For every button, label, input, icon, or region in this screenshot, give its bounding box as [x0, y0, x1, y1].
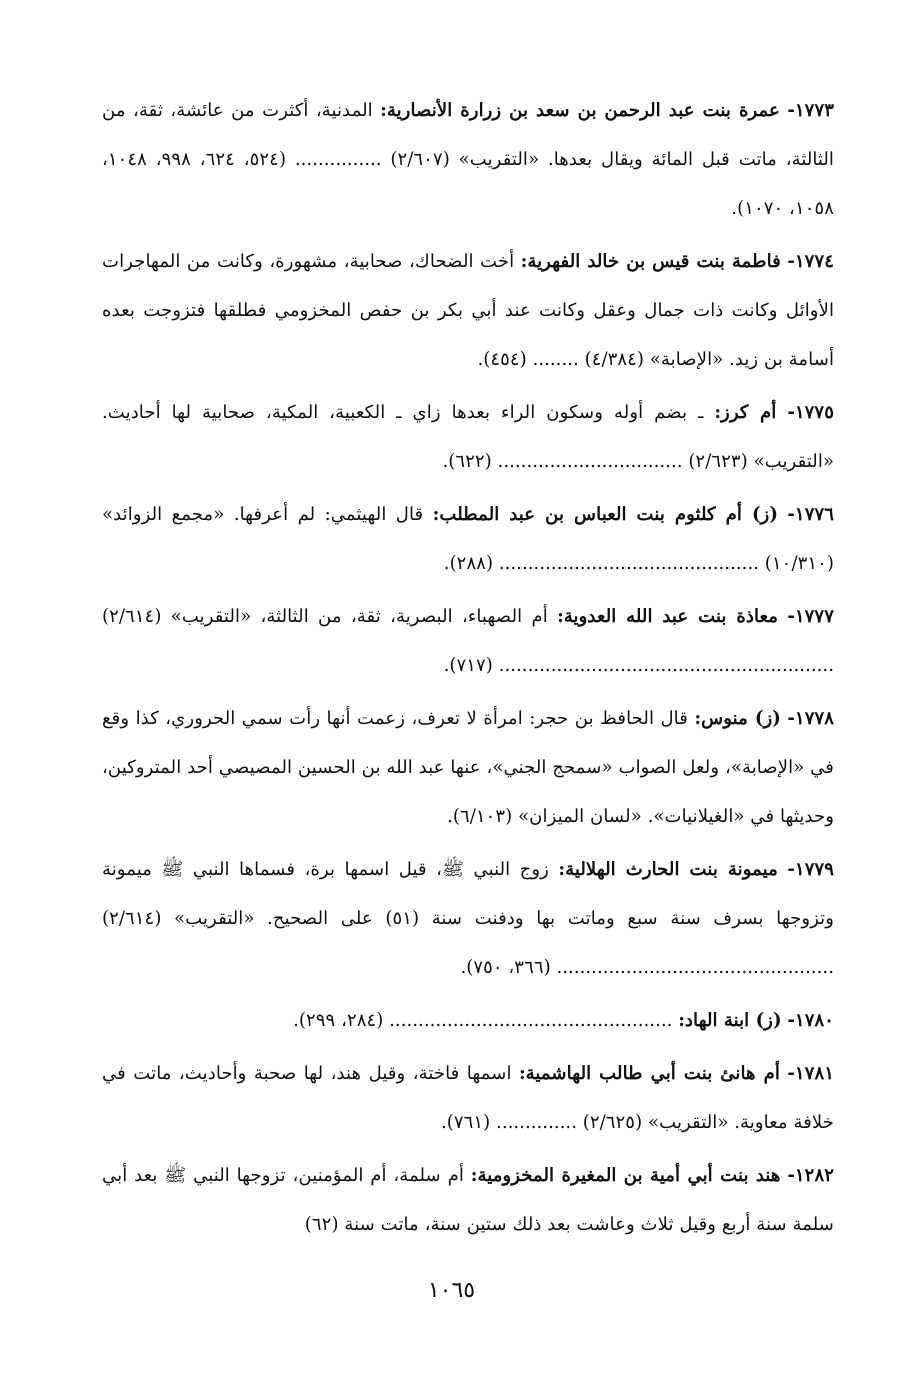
entry-name: أم كرز: [714, 402, 777, 423]
entry-1775 [102, 388, 834, 486]
entry-name: هند بنت أبي أمية بن المغيرة المخزومية: [470, 1165, 781, 1186]
entry-number: ١٧٧٩- [787, 859, 834, 880]
entry-text: أم الصهباء، البصرية، ثقة، من الثالثة، «التقريب» (٢/٦١٤) .......................................................... (٧١٧). [102, 606, 834, 676]
entry-1776 [102, 490, 834, 588]
entry-name: عمرة بنت عبد الرحمن بن سعد بن زرارة الأنصارية: [380, 100, 780, 121]
entry-1781 [102, 1049, 834, 1147]
entry-name: معاذة بنت عبد الله العدوية: [557, 606, 779, 627]
entry-text: المدنية، أكثرت من عائشة، ثقة، من الثالثة، ماتت قبل المائة ويقال بعدها. «التقريب» (٢/٦٠٧) ............... (٥٢٤، ٦٢٤، ٩٩٨، ١٠٤٨، ١٠٥٨، ١٠٧٠). [102, 100, 834, 219]
entry-text: أم سلمة، أم المؤمنين، تزوجها النبي ﷺ بعد أبي سلمة سنة أربع وقيل ثلاث وعاشت بعد ذلك ستين سنة، ماتت سنة (٦٢) [102, 1165, 834, 1235]
entry-name: (ز) ابنة الهاد: [678, 1010, 782, 1031]
entry-number: ١٢٨٢- [787, 1165, 834, 1186]
entry-number: ١٧٧٧- [787, 606, 834, 627]
entry-number: ١٧٧٨- [787, 708, 834, 729]
entry-1773 [102, 86, 834, 233]
entry-text: ................................................. (٢٨٤، ٢٩٩). [293, 1010, 673, 1031]
entry-text: أخت الضحاك، صحابية، مشهورة، وكانت من المهاجرات الأوائل وكانت ذات جمال وعقل وكانت عند أبي بكر بن حفص المخزومي فطلقها فتزوجت بعده أسامة بن زيد. «الإصابة» (٤/٣٨٤) ........ (٤٥٤). [102, 251, 834, 370]
entry-1777 [102, 592, 834, 690]
entry-text: ـ بضم أوله وسكون الراء بعدها زاي ـ الكعبية، المكية، صحابية لها أحاديث. «التقريب» (٢/٦٢٣) ................................ (٦٢٢). [102, 402, 834, 472]
entry-text: اسمها فاختة، وقيل هند، لها صحبة وأحاديث، ماتت في خلافة معاوية. «التقريب» (٢/٦٢٥) .............. (٧٦١). [102, 1063, 834, 1133]
entry-text: قال الحافظ بن حجر: امرأة لا تعرف، زعمت أنها رأت سمي الحروري، كذا وقع في «الإصابة»، ولعل الصواب «سمحج الجني»، عنها عبد الله بن الحسين المصيصي أحد المتروكين، وحديثها في «الغيلانيات». «لسان الميزان» (٦/١٠٣). [102, 708, 834, 827]
entry-number: ١٧٧٦- [787, 504, 834, 525]
entry-1778 [102, 694, 834, 841]
entry-number: ١٧٨١- [787, 1063, 834, 1084]
entry-name: ميمونة بنت الحارث الهلالية: [558, 859, 778, 880]
entry-number: ١٧٧٣- [787, 100, 834, 121]
entry-name: (ز) منوس: [694, 708, 781, 729]
entry-name: فاطمة بنت قيس بن خالد الفهرية: [520, 251, 781, 272]
entry-1774 [102, 237, 834, 384]
biography-entries [102, 86, 834, 1253]
entry-number: ١٧٧٥- [787, 402, 834, 423]
entry-1780 [102, 996, 834, 1045]
entry-name: (ز) أم كلثوم بنت العباس بن عبد المطلب: [432, 504, 778, 525]
entry-text: قال الهيثمي: لم أعرفها. «مجمع الزوائد» (١٠/٣١٠) ............................................. (٢٨٨). [102, 504, 834, 574]
entry-name: أم هانئ بنت أبي طالب الهاشمية: [518, 1063, 780, 1084]
page-number: ١٠٦٥ [427, 1278, 476, 1303]
entry-number: ١٧٨٠- [787, 1010, 834, 1031]
entry-text: زوج النبي ﷺ، قيل اسمها برة، فسماها النبي ﷺ ميمونة وتزوجها بسرف سنة سبع وماتت بها ودفنت سنة (٥١) على الصحيح. «التقريب» (٢/٦١٤) ................................................ (٣٦٦، ٧٥٠). [102, 859, 834, 978]
entry-1779 [102, 845, 834, 992]
entry-1282 [102, 1151, 834, 1249]
entry-number: ١٧٧٤- [787, 251, 834, 272]
